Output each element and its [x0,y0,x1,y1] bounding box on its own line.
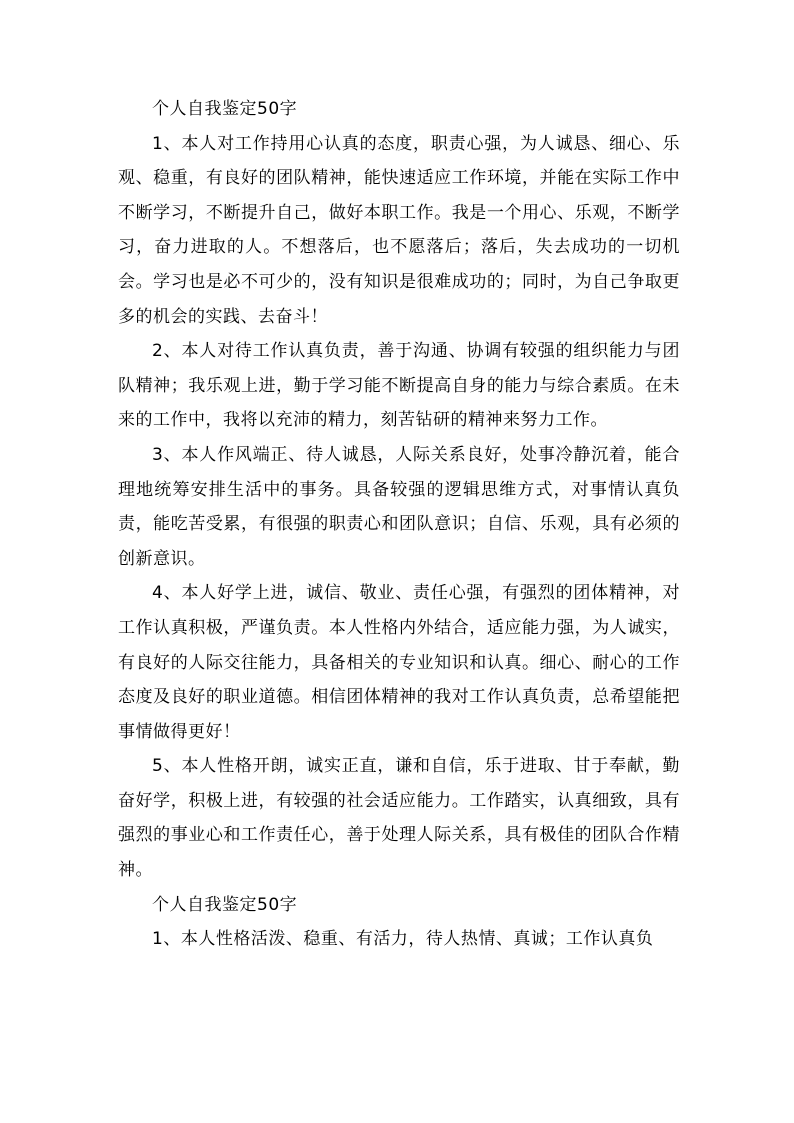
paragraph: 2、本人对待工作认真负责，善于沟通、协调有较强的组织能力与团队精神；我乐观上进，勤于学习能不断提高自身的能力与综合素质。在未来的工作中，我将以充沛的精力，刻苦钻研的精神来努力工作。 [118,341,680,431]
paragraph: 1、本人性格活泼、稳重、有活力，待人热情、真诚；工作认真负 [152,929,654,950]
paragraph: 4、本人好学上进，诚信、敬业、责任心强，有强烈的团体精神，对工作认真积极，严谨负责。本人性格内外结合，适应能力强，为人诚实，有良好的人际交往能力，具备相关的专业知识和认真。细心、耐心的工作态度及良好的职业道德。相信团体精神的我对工作认真负责，总希望能把事情做得更好！ [118,583,680,742]
paragraph: 3、本人作风端正、待人诚恳，人际关系良好，处事冷静沉着，能合理地统筹安排生活中的事务。具备较强的逻辑思维方式，对事情认真负责，能吃苦受累，有很强的职责心和团队意识；自信、乐观，具有必须的创新意识。 [118,444,680,569]
paragraph: 5、本人性格开朗，诚实正直，谦和自信，乐于进取、甘于奉献，勤奋好学，积极上进，有较强的社会适应能力。工作踏实，认真细致，具有强烈的事业心和工作责任心，善于处理人际关系，具有极佳的团队合作精神。 [118,756,680,881]
document-body [118,92,680,957]
section-heading: 个人自我鉴定50字 [152,894,298,915]
section-heading: 个人自我鉴定50字 [152,99,298,119]
paragraph: 1、本人对工作持用心认真的态度，职责心强，为人诚恳、细心、乐观、稳重，有良好的团队精神，能快速适应工作环境，并能在实际工作中不断学习，不断提升自己，做好本职工作。我是一个用心、乐观，不断学习，奋力进取的人。不想落后，也不愿落后；落后，失去成功的一切机会。学习也是必不可少的，没有知识是很难成功的；同时，为自己争取更多的机会的实践、去奋斗！ [118,133,680,327]
